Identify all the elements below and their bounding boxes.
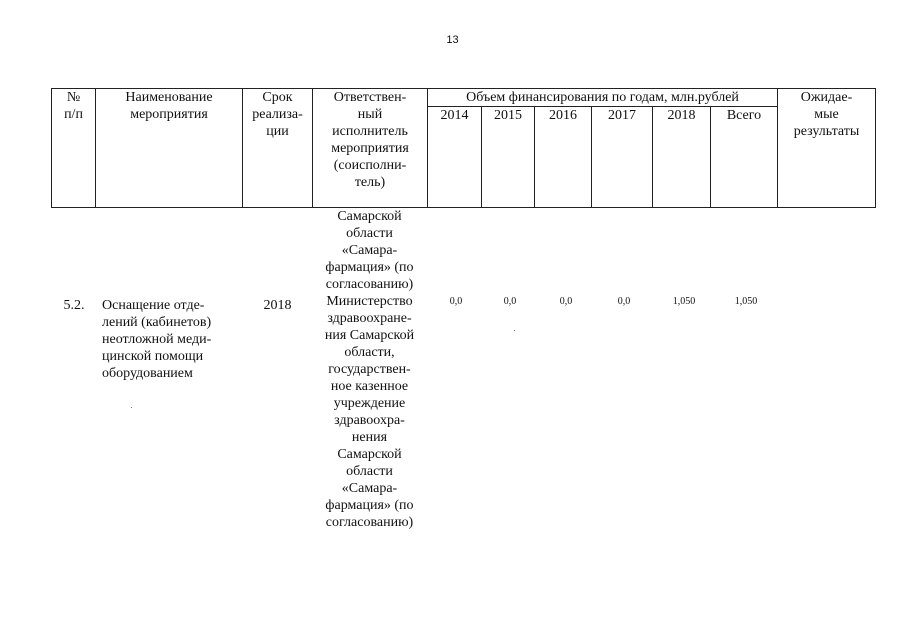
col-header-name: Наименование мероприятия	[96, 89, 243, 208]
col-header-year-2018: 2018	[653, 107, 711, 208]
value-2014: 0,0	[449, 296, 463, 307]
scan-speck	[131, 407, 132, 408]
row-term: 2018	[263, 298, 292, 313]
col-header-year-2017: 2017	[592, 107, 653, 208]
value-2017: 0,0	[617, 296, 631, 307]
row-number: 5.2.	[63, 298, 85, 313]
col-header-term: Срок реализа- ции	[243, 89, 313, 208]
col-header-responsible: Ответствен- ный исполнитель мероприятия (соисполни- тель)	[313, 89, 428, 208]
col-header-number: № п/п	[52, 89, 96, 208]
value-2018: 1,050	[672, 296, 696, 307]
value-2016: 0,0	[559, 296, 573, 307]
scan-speck	[514, 330, 515, 331]
col-header-results: Ожидае- мые результаты	[778, 89, 876, 208]
program-table-header	[51, 88, 876, 208]
page-number: 13	[446, 34, 459, 46]
row-responsible: Министерство здравоохране- ния Самарской области, государствен- ное казенное учреждение здравоохра- нения Самарской области «Самара- фармация» (по согласованию)	[324, 294, 415, 530]
row-continued-responsible: Самарской области «Самара- фармация» (по согласованию)	[325, 209, 414, 292]
col-header-total: Всего	[711, 107, 778, 208]
value-2015: 0,0	[503, 296, 517, 307]
value-total: 1,050	[734, 296, 758, 307]
col-header-year-2016: 2016	[535, 107, 592, 208]
row-name: Оснащение отде- лений (кабинетов) неотложной меди- цинской помощи оборудованием	[102, 298, 212, 381]
col-header-year-2014: 2014	[428, 107, 482, 208]
col-header-funding: Объем финансирования по годам, млн.рублей	[428, 89, 778, 107]
col-header-year-2015: 2015	[482, 107, 535, 208]
